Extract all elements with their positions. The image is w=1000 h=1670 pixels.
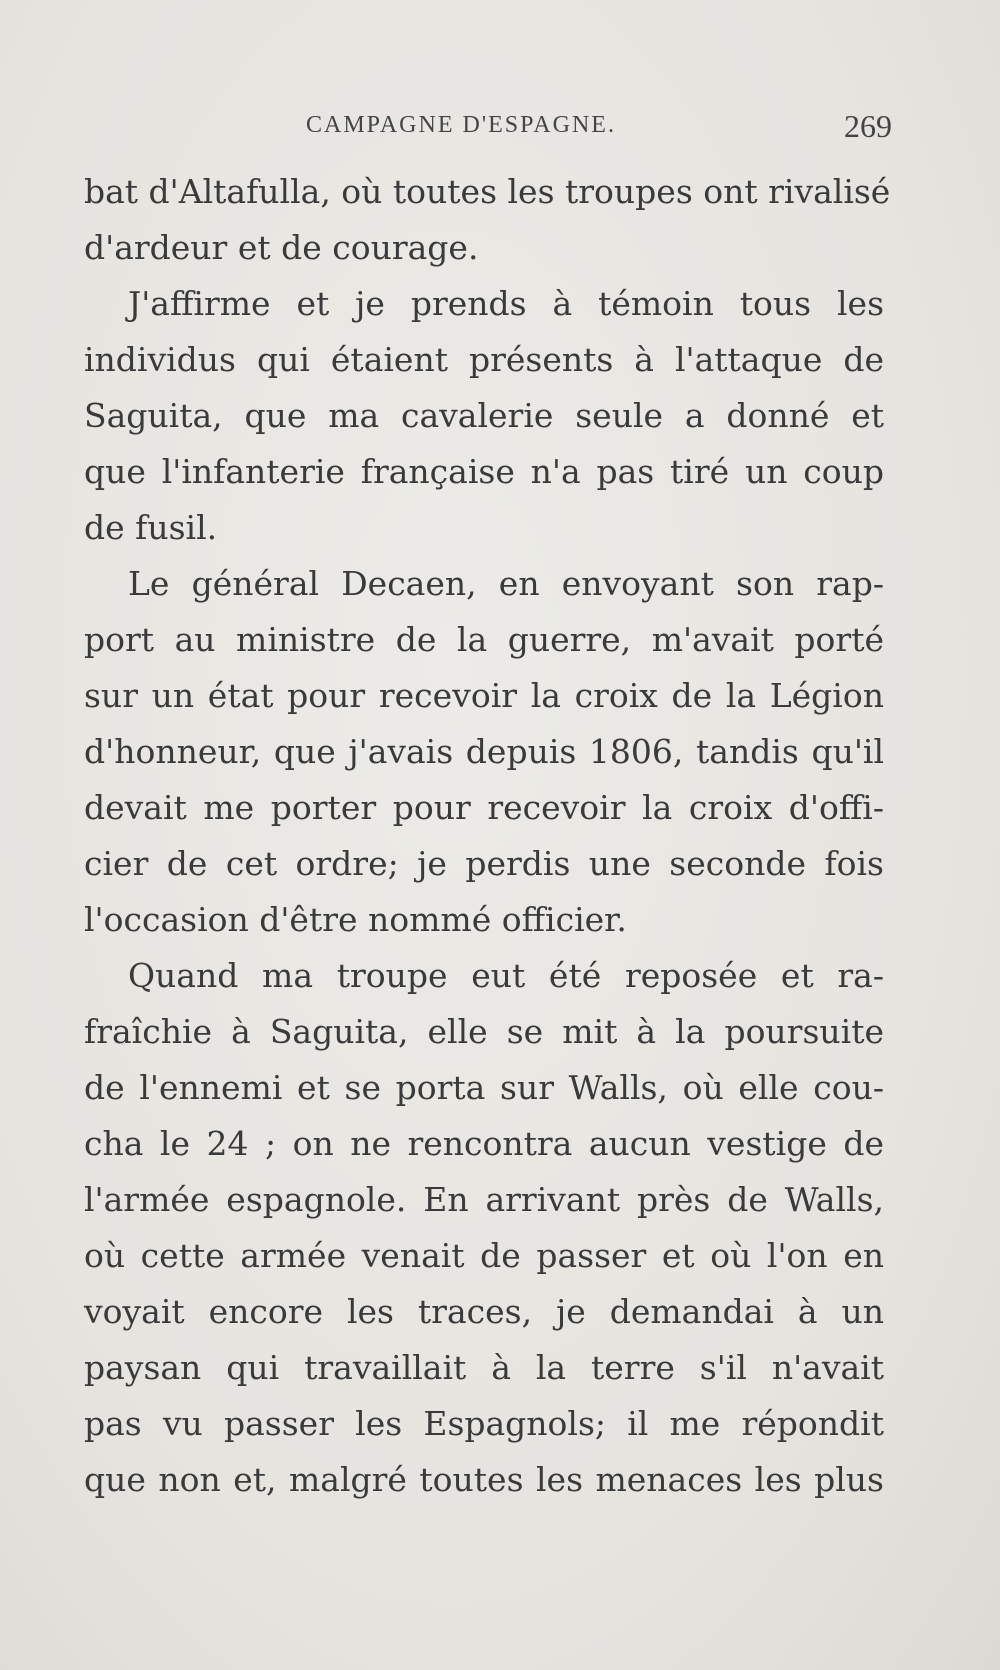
running-title: CAMPAGNE D'ESPAGNE. xyxy=(306,112,616,138)
text-line: sur un état pour recevoir la croix de la Légion xyxy=(84,676,884,715)
text-line: d'ardeur et de courage. xyxy=(84,228,479,267)
text-line: que non et, malgré toutes les menaces les plus xyxy=(84,1460,884,1499)
page-number: 269 xyxy=(844,108,892,144)
paragraph-3 xyxy=(84,556,884,948)
text-line: Quand ma troupe eut été reposée et ra- xyxy=(128,956,884,995)
paragraph-2 xyxy=(84,276,884,556)
text-line: voyait encore les traces, je demandai à un xyxy=(84,1292,884,1331)
text-line: J'affirme et je prends à témoin tous les xyxy=(128,284,884,323)
paragraph-1 xyxy=(84,164,891,276)
text-body xyxy=(84,164,891,1508)
text-line: cier de cet ordre; je perdis une seconde fois xyxy=(84,844,884,883)
text-line: l'armée espagnole. En arrivant près de Walls, xyxy=(84,1180,884,1219)
text-line: pas vu passer les Espagnols; il me répondit xyxy=(84,1404,884,1443)
text-line: Saguita, que ma cavalerie seule a donné et xyxy=(84,396,884,435)
text-line: de l'ennemi et se porta sur Walls, où elle cou- xyxy=(84,1068,884,1107)
text-line: paysan qui travaillait à la terre s'il n'avait xyxy=(84,1348,884,1387)
text-line: bat d'Altafulla, où toutes les troupes ont rivalisé xyxy=(84,172,891,211)
text-line: l'occasion d'être nommé officier. xyxy=(84,900,627,939)
text-line: fraîchie à Saguita, elle se mit à la poursuite xyxy=(84,1012,884,1051)
text-line: de fusil. xyxy=(84,508,218,547)
text-line: d'honneur, que j'avais depuis 1806, tandis qu'il xyxy=(84,732,884,771)
text-line: où cette armée venait de passer et où l'on en xyxy=(84,1236,884,1275)
text-line: que l'infanterie française n'a pas tiré un coup xyxy=(84,452,884,491)
running-head xyxy=(84,108,892,148)
text-line: port au ministre de la guerre, m'avait porté xyxy=(84,620,884,659)
text-line: devait me porter pour recevoir la croix d'offi- xyxy=(84,788,884,827)
text-line: individus qui étaient présents à l'attaque de xyxy=(84,340,884,379)
text-line: Le général Decaen, en envoyant son rap- xyxy=(128,564,884,603)
text-line: cha le 24 ; on ne rencontra aucun vestige de xyxy=(84,1124,884,1163)
paragraph-4 xyxy=(84,948,884,1508)
